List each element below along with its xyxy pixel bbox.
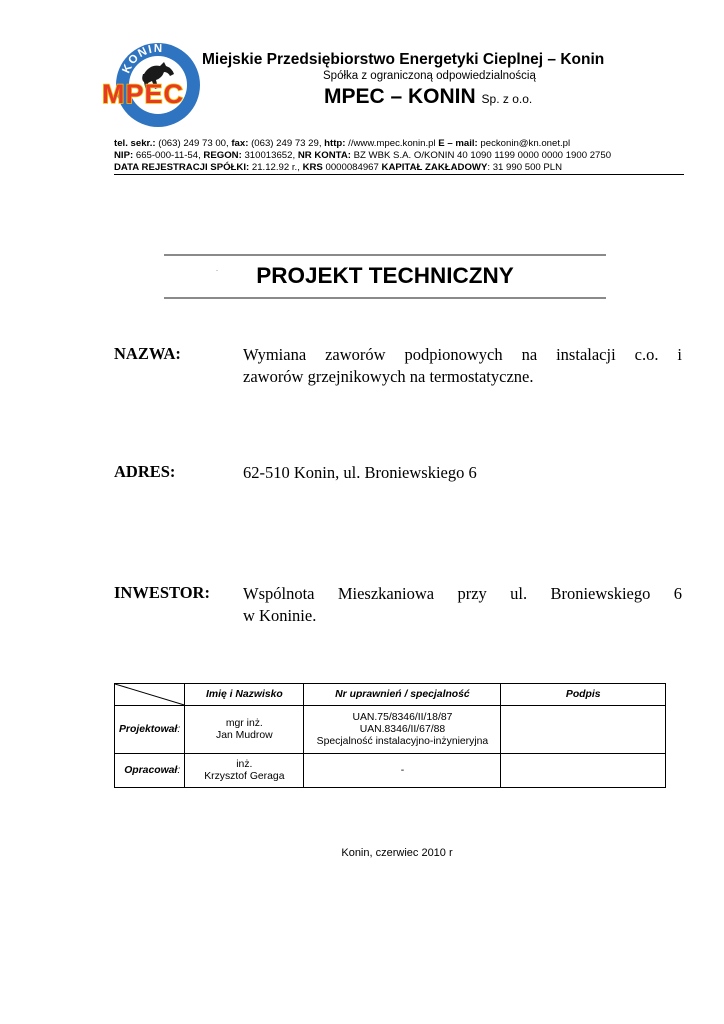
- capital-label: KAPITAŁ ZAKŁADOWY: [381, 162, 488, 173]
- diagonal-line: [115, 684, 184, 705]
- qualification-1: -: [400, 764, 405, 776]
- fax-label: fax:: [231, 138, 249, 149]
- email-link[interactable]: peckonin@kn.onet.pl: [477, 138, 571, 149]
- adres-line-1: 62-510 Konin, ul. Broniewskiego 6: [243, 463, 477, 482]
- tel-value: (063) 249 73 00,: [155, 138, 232, 149]
- company-suffix: Sp. z o.o.: [481, 92, 533, 106]
- place-date: Konin, czerwiec 2010 r: [341, 847, 453, 859]
- adres-value: [243, 462, 682, 484]
- header-qualifications: Nr uprawnień / specjalność: [304, 684, 501, 706]
- row-name-cell: [185, 754, 304, 788]
- mpec-logo: [100, 30, 210, 135]
- table-row: [115, 754, 666, 788]
- name-title: inż.: [236, 758, 253, 770]
- nip-label: NIP:: [114, 150, 134, 161]
- tel-label: tel. sekr.:: [114, 138, 156, 149]
- qualification-2: UAN.8346/II/67/88: [359, 723, 446, 735]
- krs-label: KRS: [302, 162, 323, 173]
- contact-line-2: [114, 150, 611, 161]
- header-corner-cell: [115, 684, 185, 706]
- header-divider: [114, 174, 684, 175]
- company-name: Miejskie Przedsiębiorstwo Energetyki Cieplnej – Konin: [202, 51, 605, 68]
- logo-letters: MPEC: [102, 79, 185, 109]
- row-label-text: Projektował: [119, 723, 178, 735]
- contact-line-1: [114, 138, 570, 149]
- nazwa-value: [243, 344, 682, 388]
- signature-table: [114, 683, 666, 788]
- inwestor-line-1: Wspólnota Mieszkaniowa przy ul. Broniewskiego 6: [243, 584, 682, 603]
- regon-label: REGON:: [203, 150, 242, 161]
- krs-value: 0000084967: [322, 162, 382, 173]
- row-label-text: Opracował: [124, 764, 178, 776]
- inwestor-value: [243, 583, 682, 627]
- row-signature-cell: [501, 706, 666, 754]
- row-qualifications-cell: [304, 706, 501, 754]
- row-qualifications-cell: [304, 754, 501, 788]
- capital-value: : 31 990 500 PLN: [487, 162, 563, 173]
- mpec-logo-graphic: [100, 30, 210, 135]
- nazwa-line-2: zaworów grzejnikowych na termostatyczne.: [243, 367, 534, 386]
- website-link[interactable]: //www.mpec.konin.pl: [345, 138, 439, 149]
- table-row: [115, 706, 666, 754]
- contact-line-3: [114, 162, 562, 173]
- logo-ring-text: KONIN: [120, 42, 164, 76]
- http-label: http:: [324, 138, 346, 149]
- regon-value: 310013652,: [241, 150, 298, 161]
- inwestor-label: INWESTOR:: [114, 583, 210, 602]
- account-label: NR KONTA:: [297, 150, 351, 161]
- nazwa-line-1: Wymiana zaworów podpionowych na instalacji c.o. i: [243, 345, 682, 364]
- company-short-name: [324, 85, 532, 109]
- registration-label: DATA REJESTRACJI SPÓŁKI:: [114, 162, 250, 173]
- registration-value: 21.12.92 r.,: [249, 162, 303, 173]
- nazwa-label: NAZWA:: [114, 344, 181, 363]
- qualification-3: Specjalność instalacyjno-inżynieryjna: [316, 735, 489, 747]
- company-short-text: MPEC – KONIN: [324, 85, 476, 108]
- row-label-opracowal: [115, 754, 185, 788]
- row-label-colon: :: [177, 723, 181, 735]
- fax-value: (063) 249 73 29,: [248, 138, 325, 149]
- name-title: mgr inż.: [225, 717, 263, 729]
- email-label: E – mail:: [438, 138, 478, 149]
- table-header-row: [115, 684, 666, 706]
- title-rule-top: [164, 254, 606, 256]
- name-person: Jan Mudrow: [216, 729, 273, 741]
- name-person: Krzysztof Geraga: [204, 770, 285, 782]
- header-name: Imię i Nazwisko: [185, 684, 304, 706]
- row-name-cell: [185, 706, 304, 754]
- qualification-1: UAN.75/8346/II/18/87: [352, 711, 453, 723]
- document-title: PROJEKT TECHNICZNY: [256, 263, 514, 288]
- nip-value: 665-000-11-54,: [133, 150, 204, 161]
- title-rule-bottom: [164, 297, 606, 299]
- row-label-projektowal: [115, 706, 185, 754]
- inwestor-line-2: w Koninie.: [243, 606, 317, 625]
- company-legal-form: Spółka z ograniczoną odpowiedzialnością: [323, 70, 536, 82]
- header-signature: Podpis: [501, 684, 666, 706]
- account-value: BZ WBK S.A. O/KONIN 40 1090 1199 0000 0000 1900 2750: [350, 150, 612, 161]
- row-signature-cell: [501, 754, 666, 788]
- adres-label: ADRES:: [114, 462, 176, 481]
- row-label-colon: :: [177, 764, 181, 776]
- tiny-mark: -: [216, 268, 218, 274]
